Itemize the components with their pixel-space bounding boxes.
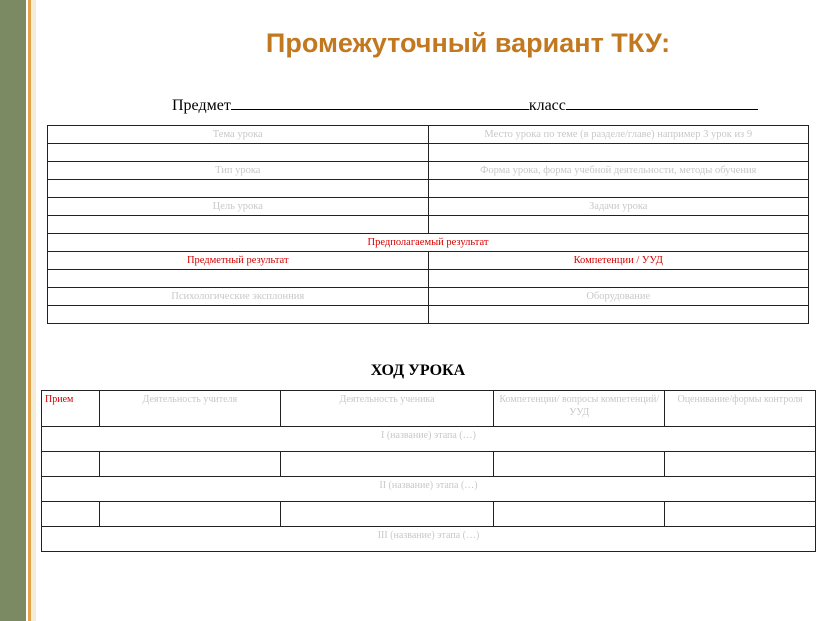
stage-label: II (название) этапа (…) (42, 477, 816, 502)
subject-result-header: Предметный результат (48, 252, 429, 270)
lesson-heading: ХОД УРОКА (370, 362, 466, 379)
column-header: Компетенции/ вопросы компетенций/УУД (494, 391, 665, 427)
place-cell (428, 144, 809, 162)
stage-row (42, 527, 816, 552)
subject-label: Предмет (172, 97, 231, 114)
table-row (42, 502, 816, 527)
table-cell (99, 502, 280, 527)
table-row (48, 144, 809, 162)
column-header: Оценивание/формы контроля (665, 391, 816, 427)
table-row (48, 162, 809, 180)
psych-conditions-header: Психологические эксплонния (48, 288, 429, 306)
form-cell (428, 180, 809, 198)
stage-label: III (название) этапа (…) (42, 527, 816, 552)
column-header: Деятельность учителя (99, 391, 280, 427)
page-title: Промежуточный вариант ТКУ: (265, 28, 671, 58)
table-row (42, 452, 816, 477)
stage-row (42, 477, 816, 502)
table-header-row (42, 391, 816, 427)
lesson-flow-table (41, 390, 816, 552)
tasks-cell (428, 216, 809, 234)
table-row (48, 198, 809, 216)
type-cell (48, 180, 429, 198)
class-label: класс (528, 97, 566, 114)
topic-cell (48, 144, 429, 162)
equipment-header: Оборудование (428, 288, 809, 306)
expected-result-header: Предполагаемый результат (48, 234, 809, 252)
sidebar-decor (0, 0, 26, 621)
tasks-header: Задачи урока (428, 198, 809, 216)
table-cell (665, 452, 816, 477)
sidebar-gap (31, 0, 36, 621)
table-cell (494, 502, 665, 527)
topic-header: Тема урока (48, 126, 429, 144)
psych-conditions-cell (48, 306, 429, 324)
table-cell (280, 502, 494, 527)
equipment-cell (428, 306, 809, 324)
table-row (48, 288, 809, 306)
competencies-cell (428, 270, 809, 288)
table-cell (99, 452, 280, 477)
subject-blank (231, 95, 529, 110)
subject-line (172, 95, 758, 115)
table-cell (665, 502, 816, 527)
table-row (48, 306, 809, 324)
place-header: Место урока по теме (в разделе/главе) например 3 урок из 9 (428, 126, 809, 144)
goal-header: Цель урока (48, 198, 429, 216)
table-row (48, 180, 809, 198)
subject-result-cell (48, 270, 429, 288)
lesson-info-table (47, 125, 809, 324)
table-row (48, 270, 809, 288)
form-header: Форма урока, форма учебной деятельности, методы обучения (428, 162, 809, 180)
table-row (48, 126, 809, 144)
table-row (48, 252, 809, 270)
table-row (48, 216, 809, 234)
type-header: Тип урока (48, 162, 429, 180)
column-header: Деятельность ученика (280, 391, 494, 427)
class-blank (566, 95, 758, 110)
table-row (48, 234, 809, 252)
table-cell (494, 452, 665, 477)
table-cell (42, 452, 100, 477)
stage-label: I (название) этапа (…) (42, 427, 816, 452)
goal-cell (48, 216, 429, 234)
column-header: Прием (42, 391, 100, 427)
competencies-header: Компетенции / УУД (428, 252, 809, 270)
stage-row (42, 427, 816, 452)
table-cell (42, 502, 100, 527)
table-cell (280, 452, 494, 477)
